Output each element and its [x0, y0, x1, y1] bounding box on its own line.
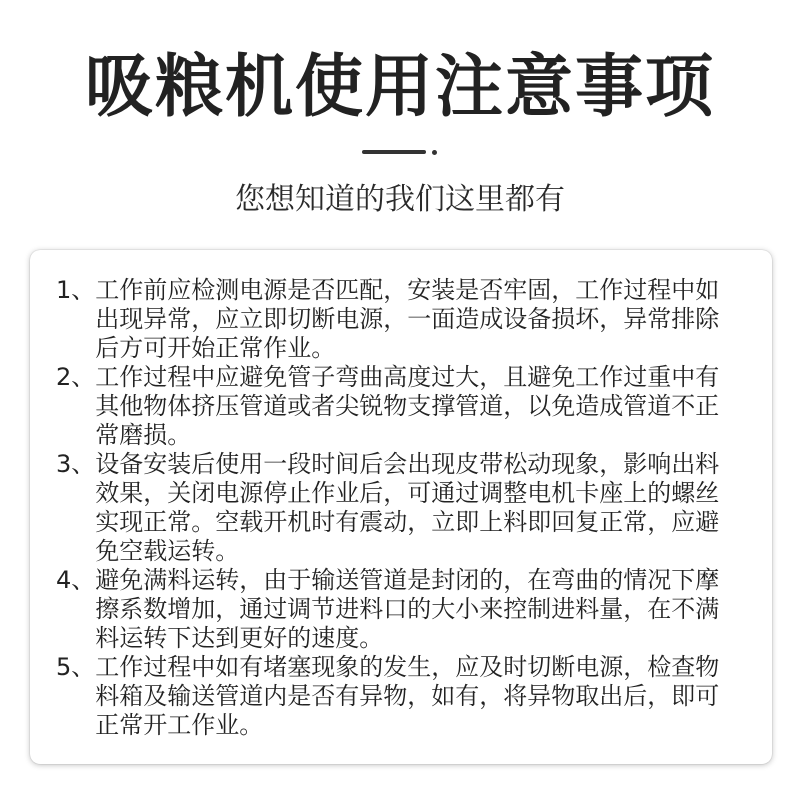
note-text: 工作过程中应避免管子弯曲高度过大，且避免工作过重中有其他物体挤压管道或者尖锐物支撑管道，以免造成管道不正常磨损。: [95, 363, 720, 449]
note-number: 5、: [56, 653, 96, 681]
note-text: 工作前应检测电源是否匹配，安装是否牢固，工作过程中如出现异常，应立即切断电源，一面造成设备损坏，异常排除后方可开始正常作业。: [95, 276, 720, 362]
note-text: 工作过程中如有堵塞现象的发生，应及时切断电源，检查物料箱及输送管道内是否有异物，如有，将异物取出后，即可正常开工作业。: [95, 653, 720, 739]
title-divider-dot: [432, 150, 437, 155]
note-item: [56, 450, 742, 566]
note-text: 设备安装后使用一段时间后会出现皮带松动现象，影响出料效果，关闭电源停止作业后，可通过调整电机卡座上的螺丝实现正常。空载开机时有震动，立即上料即回复正常，应避免空载运转。: [95, 450, 720, 565]
note-text: 避免满料运转，由于输送管道是封闭的，在弯曲的情况下摩擦系数增加，通过调节进料口的大小来控制进料量，在不满料运转下达到更好的速度。: [95, 566, 720, 652]
page-title: 吸粮机使用注意事项: [84, 48, 715, 127]
note-item: [56, 653, 742, 740]
page-subtitle: 您想知道的我们这里都有: [235, 182, 565, 217]
note-number: 3、: [56, 450, 96, 478]
note-number: 4、: [56, 566, 96, 594]
note-number: 1、: [56, 276, 96, 304]
note-item: [56, 566, 742, 653]
notes-card: [30, 250, 772, 764]
notes-list: [56, 276, 742, 740]
title-divider: [362, 150, 426, 154]
note-item: [56, 276, 742, 363]
note-number: 2、: [56, 363, 96, 391]
note-item: [56, 363, 742, 450]
